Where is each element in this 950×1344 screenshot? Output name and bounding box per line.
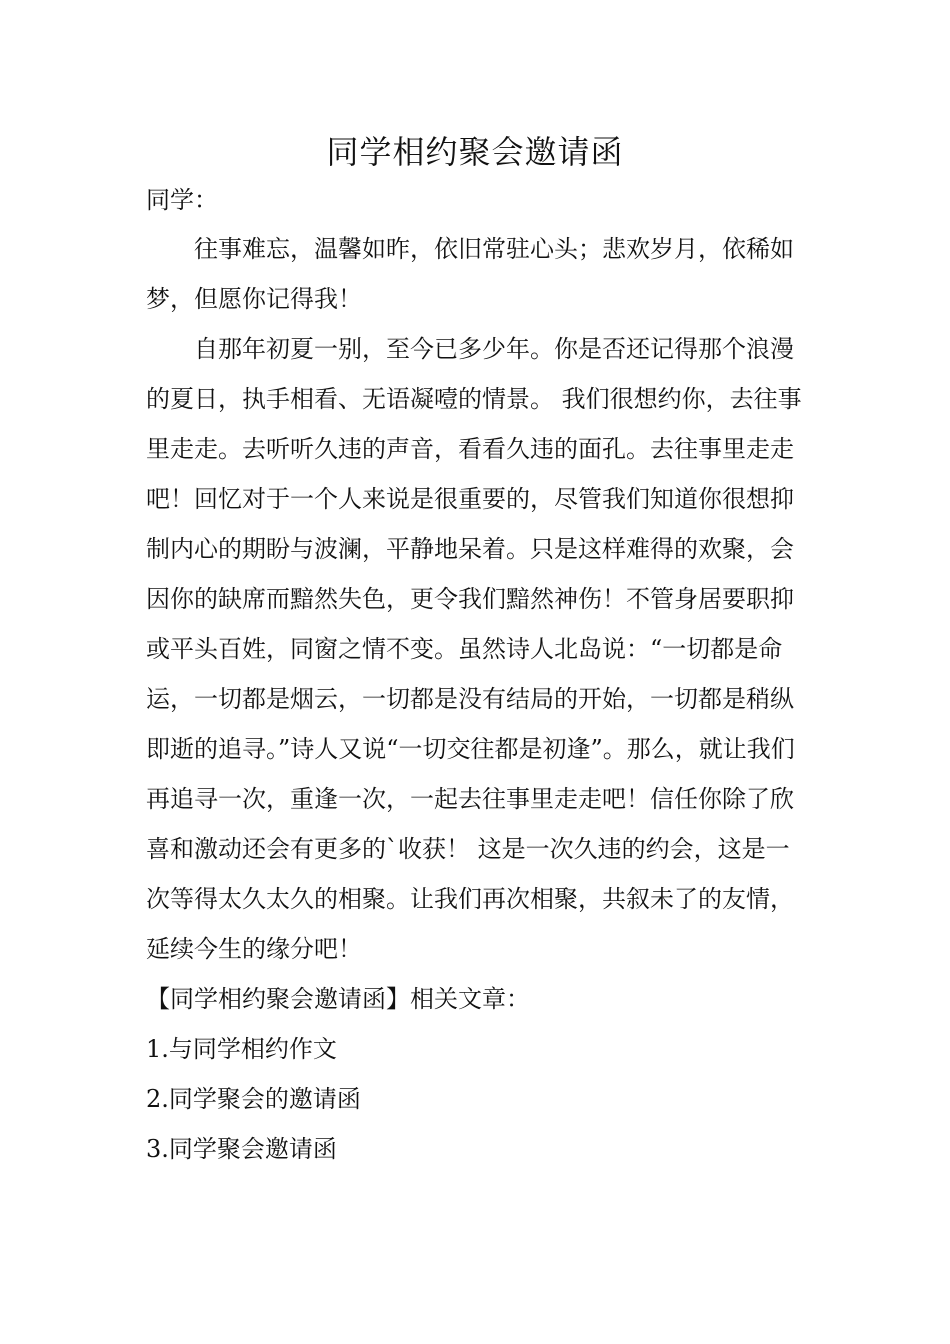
related-articles-list <box>146 1024 812 1174</box>
paragraph-main: 自那年初夏一别，至今已多少年。你是否还记得那个浪漫的夏日，执手相看、无语凝噎的情景。 我们很想约你，去往事里走走。去听听久违的声音，看看久违的面孔。去往事里走走吧！回忆对于一个人来说是很重要的，尽管我们知道你很想抑制内心的期盼与波澜，平静地呆着。只是这样难得的欢聚，会因你的缺席而黯然失色，更令我们黯然神伤！不管身居要职抑或平头百姓，同窗之情不变。虽然诗人北岛说：“一切都是命运，一切都是烟云，一切都是没有结局的开始，一切都是稍纵即逝的追寻。”诗人又说“一切交往都是初逢”。那么，就让我们再追寻一次，重逢一次，一起去往事里走走吧！信任你除了欣喜和激动还会有更多的`收获！ 这是一次久违的约会，这是一次等得太久太久的相聚。让我们再次相聚，共叙未了的友情，延续今生的缘分吧！ <box>146 335 802 963</box>
salutation: 同学： <box>146 186 218 214</box>
document-title: 同学相约聚会邀请函 <box>326 133 624 171</box>
paragraph-opening: 往事难忘，温馨如昨，依旧常驻心头；悲欢岁月，依稀如梦，但愿你记得我！ <box>146 235 794 313</box>
related-articles-heading: 【同学相约聚会邀请函】相关文章： <box>146 985 530 1013</box>
document-body <box>146 176 812 1174</box>
related-article-item[interactable]: 3.同学聚会邀请函 <box>146 1135 337 1163</box>
related-article-item[interactable]: 2.同学聚会的邀请函 <box>146 1085 361 1113</box>
related-article-item[interactable]: 1.与同学相约作文 <box>146 1035 337 1063</box>
